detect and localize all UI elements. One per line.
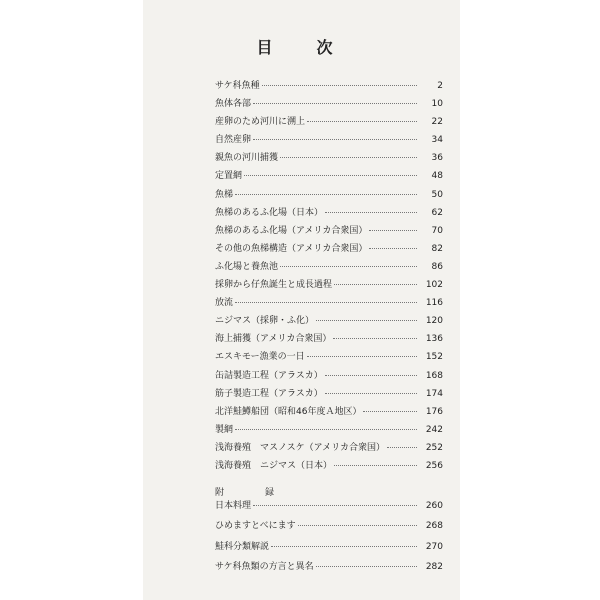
- toc-entry-title: ふ化場と養魚池: [215, 261, 279, 272]
- toc-entry-page: 174: [425, 388, 443, 399]
- dot-leader: [235, 194, 417, 195]
- toc-entry-page: 102: [425, 280, 443, 291]
- dot-leader: [235, 302, 417, 303]
- toc-entry-title: ニジマス（採卵・ふ化）: [215, 316, 315, 327]
- dot-leader: [235, 429, 417, 430]
- dot-leader: [298, 525, 417, 526]
- toc-entry-page: 2: [437, 81, 443, 91]
- page-title: 目 次: [256, 38, 347, 57]
- toc-entry: [215, 114, 443, 132]
- toc-entry-page: 260: [425, 501, 443, 511]
- toc-entry: [215, 518, 443, 538]
- toc-entry: [215, 458, 443, 476]
- toc-entry-title: 北洋鮭鱒船団（昭和46年度Ａ地区）: [215, 406, 362, 417]
- dot-leader: [307, 356, 417, 357]
- toc-entry: [215, 205, 443, 223]
- dot-leader: [387, 447, 417, 448]
- toc-entry-page: 270: [425, 541, 443, 552]
- toc-entry: [215, 96, 443, 114]
- toc-entry-page: 152: [425, 352, 443, 363]
- toc-entry-title: 製網: [215, 424, 234, 435]
- toc-entry: [215, 349, 443, 367]
- toc-entry: [215, 277, 443, 295]
- toc-entry-title: 定置網: [215, 171, 243, 182]
- toc-entry: [215, 241, 443, 259]
- toc-entry-page: 282: [425, 562, 443, 573]
- toc-entry-title: 浅海養殖 ニジマス（日本）: [215, 460, 333, 471]
- appendix-list: [215, 498, 443, 580]
- toc-entry-page: 252: [425, 442, 443, 453]
- toc-entry-title: 魚梯のあるふ化場（アメリカ合衆国）: [215, 225, 368, 236]
- toc-entry-page: 34: [431, 135, 443, 146]
- toc-entry-title: 魚体各部: [215, 99, 252, 110]
- dot-leader: [369, 230, 417, 231]
- toc-entry: [215, 78, 443, 96]
- dot-leader: [253, 139, 417, 140]
- dot-leader: [316, 320, 417, 321]
- toc-entry-title: 浅海養殖 マスノスケ（アメリカ合衆国）: [215, 442, 386, 453]
- toc-entry-title: 缶詰製造工程（アラスカ）: [215, 370, 323, 381]
- toc-entry: [215, 559, 443, 579]
- toc-entry-title: 鮭科分類解説: [215, 541, 270, 552]
- toc-entry: [215, 440, 443, 458]
- toc-entry-page: 268: [425, 521, 443, 532]
- toc-entry-title: サケ科魚種: [215, 81, 260, 91]
- dot-leader: [262, 85, 417, 86]
- toc-entry-page: 136: [425, 334, 443, 345]
- dot-leader: [333, 338, 417, 339]
- dot-leader: [334, 284, 417, 285]
- toc-entry-title: 海上捕獲（アメリカ合衆国）: [215, 334, 332, 345]
- dot-leader: [280, 266, 417, 267]
- dot-leader: [271, 546, 417, 547]
- dot-leader: [334, 465, 417, 466]
- toc-entry-title: 魚梯のあるふ化場（日本）: [215, 207, 324, 218]
- toc-entry: [215, 168, 443, 186]
- toc-entry-title: その他の魚梯構造（アメリカ合衆国）: [215, 243, 368, 254]
- toc-entry: [215, 331, 443, 349]
- dot-leader: [307, 121, 417, 122]
- toc-entry-title: 産卵のため河川に溯上: [215, 117, 306, 128]
- toc-entry-page: 176: [425, 406, 443, 417]
- toc-entry-page: 50: [431, 189, 443, 200]
- toc-entry-title: サケ科魚類の方言と異名: [215, 562, 314, 573]
- toc-entry-page: 22: [431, 117, 443, 128]
- toc-entry-page: 62: [431, 207, 443, 218]
- toc-entry: [215, 386, 443, 404]
- toc-entry-title: 採卵から仔魚誕生と成長過程: [215, 280, 333, 291]
- toc-entry-page: 36: [431, 153, 443, 164]
- toc-entry-page: 256: [425, 460, 443, 471]
- dot-leader: [253, 505, 417, 506]
- dot-leader: [244, 175, 417, 176]
- toc-entry: [215, 259, 443, 277]
- toc-entry-title: 魚梯: [215, 189, 234, 200]
- toc-entry-page: 48: [431, 171, 443, 182]
- toc-entry: [215, 132, 443, 150]
- toc-entry: [215, 313, 443, 331]
- toc-entry-page: 10: [431, 99, 443, 110]
- toc-entry-page: 116: [425, 298, 443, 309]
- toc-entry-title: エスキモー漁業の一日: [215, 352, 305, 363]
- toc-entry: [215, 295, 443, 313]
- toc-entry-title: 自然産卵: [215, 135, 252, 146]
- toc-entry-title: 親魚の河川捕獲: [215, 153, 279, 164]
- toc-entry: [215, 368, 443, 386]
- toc-entry: [215, 422, 443, 440]
- appendix-heading: 附 録: [215, 488, 291, 498]
- toc-entry: [215, 404, 443, 422]
- dot-leader: [280, 157, 417, 158]
- dot-leader: [325, 393, 417, 394]
- dot-leader: [316, 566, 417, 567]
- toc-entry: [215, 223, 443, 241]
- dot-leader: [325, 375, 417, 376]
- toc-entry-page: 82: [431, 243, 443, 254]
- toc-entry-page: 168: [425, 370, 443, 381]
- toc-entry: [215, 539, 443, 559]
- toc-entry-title: 日本料理: [215, 501, 252, 511]
- toc-entry-title: ひめますとべにます: [215, 521, 296, 532]
- toc-entry-title: 筋子製造工程（アラスカ）: [215, 388, 323, 399]
- table-of-contents: [215, 78, 443, 476]
- dot-leader: [253, 103, 417, 104]
- dot-leader: [325, 212, 417, 213]
- toc-entry-title: 放流: [215, 298, 234, 309]
- book-page: [143, 0, 460, 600]
- toc-entry: [215, 187, 443, 205]
- toc-entry-page: 86: [431, 261, 443, 272]
- dot-leader: [363, 411, 417, 412]
- toc-entry: [215, 498, 443, 518]
- toc-entry: [215, 150, 443, 168]
- toc-entry-page: 242: [425, 424, 443, 435]
- dot-leader: [369, 248, 417, 249]
- toc-entry-page: 120: [425, 316, 443, 327]
- toc-entry-page: 70: [431, 225, 443, 236]
